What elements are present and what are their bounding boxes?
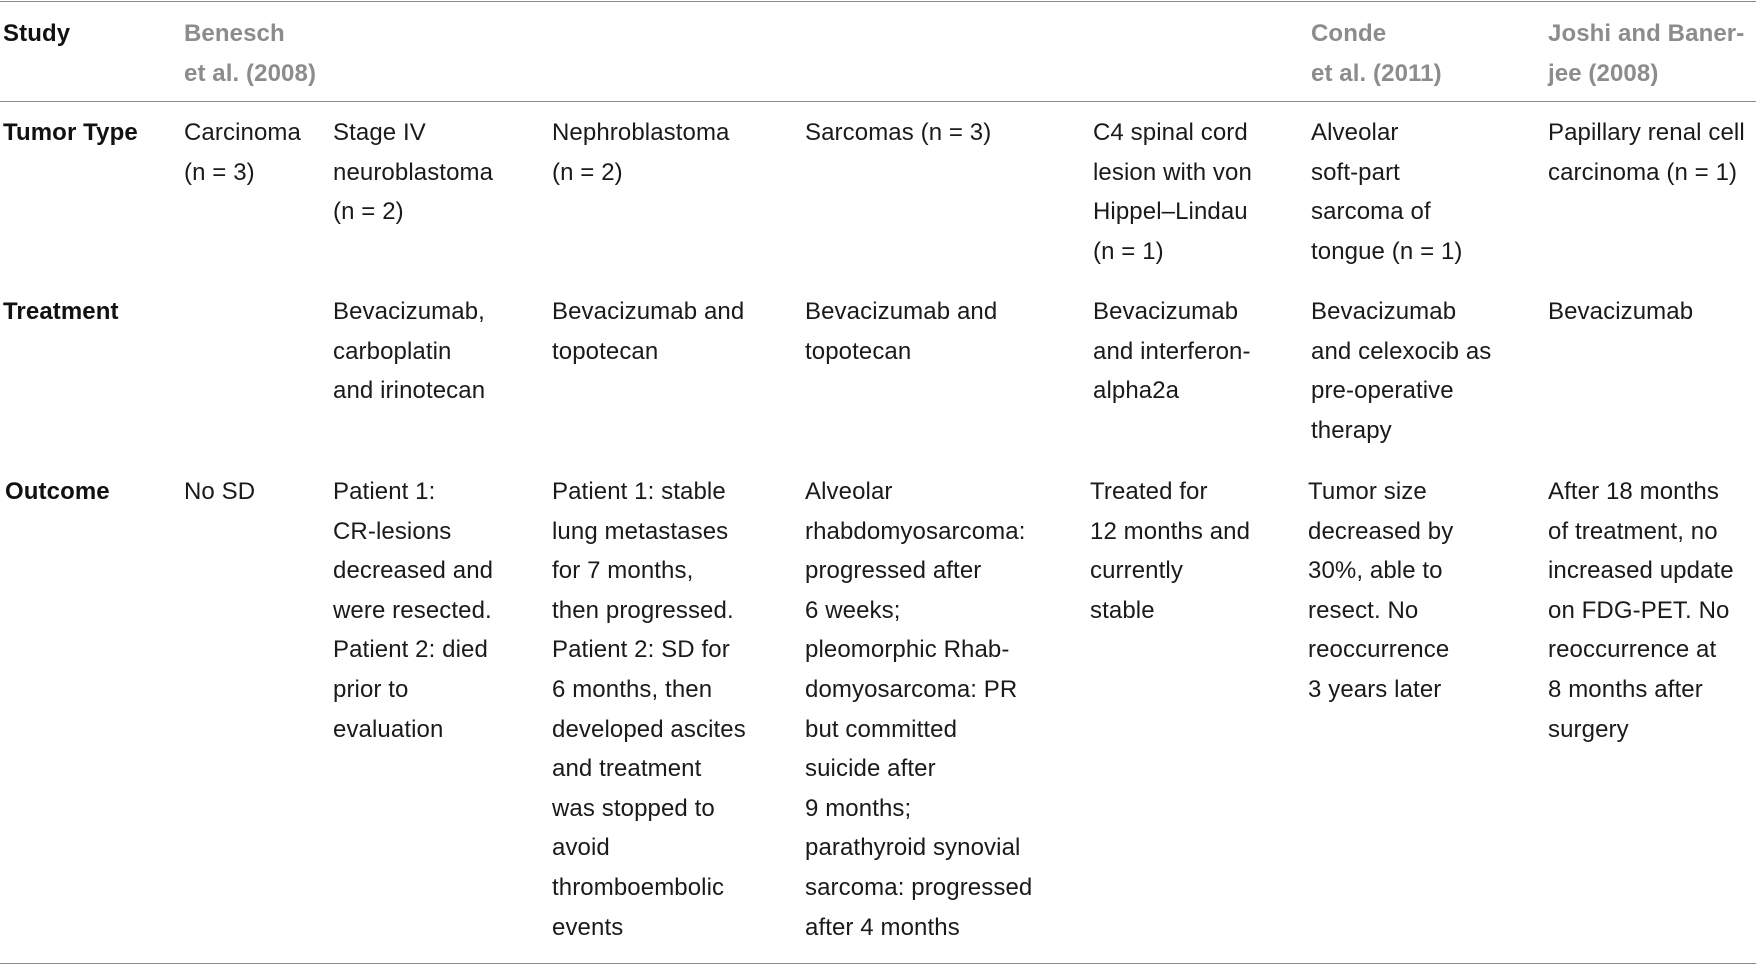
treatment-cell: Bevacizumab and topotecan [552,298,745,365]
treatment-cell: Bevacizumab and topotecan [805,298,998,365]
table-bottom-rule [0,963,1756,964]
treatment-cell: Bevacizumab and celexocib as pre-operative therapy [1311,298,1492,444]
row-label-tumor-type: Tumor Type [3,119,138,146]
tumor-type-cell: Carcinoma (n = 3) [184,119,301,186]
row-label-outcome: Outcome [5,478,110,505]
treatment-cell: Bevacizumab and interferon- alpha2a [1093,298,1251,405]
outcome-cell: No SD [184,478,256,505]
outcome-cell: Alveolar rhabdomyosarcoma: progressed after 6 weeks; pleomorphic Rhab- domyosarcoma: PR but committed suicide after 9 months; parathyroid synovial sarcoma: progressed after 4 months [805,478,1033,941]
study-benesch-2008: Benesch et al. (2008) [184,20,317,87]
tumor-type-cell: Papillary renal cell carcinoma (n = 1) [1548,119,1745,186]
outcome-cell: Patient 1: stable lung metastases for 7 months, then progressed. Patient 2: SD for 6 months, then developed ascites and treatment was stopped to avoid thromboembolic events [552,478,746,941]
study-joshi-banerjee-2008: Joshi and Baner- jee (2008) [1548,20,1745,87]
tumor-type-cell: Stage IV neuroblastoma (n = 2) [333,119,494,226]
tumor-type-cell: Alveolar soft-part sarcoma of tongue (n = 1) [1311,119,1463,265]
header-separator-rule [0,101,1756,102]
tumor-type-cell: Sarcomas (n = 3) [805,119,992,146]
outcome-cell: Patient 1: CR-lesions decreased and were resected. Patient 2: died prior to evaluation [333,478,494,743]
outcome-cell: Treated for 12 months and currently stable [1090,478,1251,624]
table-top-rule [0,1,1756,2]
outcome-cell: After 18 months of treatment, no increased update on FDG-PET. No reoccurrence at 8 months after surgery [1548,478,1734,743]
treatment-cell: Bevacizumab [1548,298,1694,325]
tumor-type-cell: Nephroblastoma (n = 2) [552,119,730,186]
tumor-type-cell: C4 spinal cord lesion with von Hippel–Lindau (n = 1) [1093,119,1252,265]
row-label-study: Study [3,20,71,47]
outcome-cell: Tumor size decreased by 30%, able to resect. No reoccurrence 3 years later [1308,478,1454,703]
row-label-treatment: Treatment [3,298,119,325]
study-conde-2011: Conde et al. (2011) [1311,20,1442,87]
treatment-cell: Bevacizumab, carboplatin and irinotecan [333,298,486,405]
